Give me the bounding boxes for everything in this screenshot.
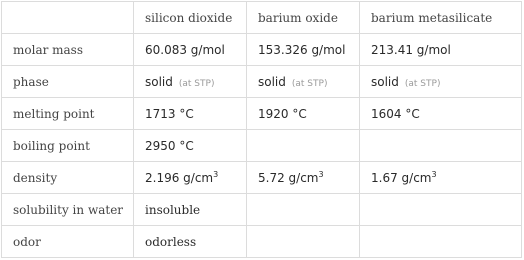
header-corner-cell	[2, 2, 134, 34]
cell-value: odorless	[145, 234, 197, 249]
row-boiling-point	[2, 130, 522, 162]
row-label: density	[2, 162, 134, 194]
row-label: solubility in water	[2, 194, 134, 226]
cell-value: 1604 °C	[371, 106, 420, 121]
table-cell	[247, 130, 360, 162]
table-cell	[247, 98, 360, 130]
row-label: molar mass	[2, 34, 134, 66]
row-melting-point	[2, 98, 522, 130]
table-cell	[247, 194, 360, 226]
header-barium-metasilicate: barium metasilicate	[360, 2, 522, 34]
cell-value: 213.41 g/mol	[371, 42, 451, 57]
row-label: boiling point	[2, 130, 134, 162]
header-row	[2, 2, 522, 34]
row-label: phase	[2, 66, 134, 98]
table-cell	[247, 66, 360, 98]
condition-note: (at STP)	[178, 78, 215, 89]
table-cell	[247, 162, 360, 194]
row-label: melting point	[2, 98, 134, 130]
cell-value: 153.326 g/mol	[258, 42, 346, 57]
condition-note: (at STP)	[404, 78, 441, 89]
cell-value: 1.67 g/cm	[371, 170, 432, 185]
unit-exponent: 3	[431, 169, 437, 179]
table-cell	[134, 34, 247, 66]
table-cell	[134, 194, 247, 226]
table-cell	[360, 194, 522, 226]
row-solubility-in-water	[2, 194, 522, 226]
cell-value: 1920 °C	[258, 106, 307, 121]
table-cell	[360, 162, 522, 194]
cell-value: solid	[371, 74, 399, 89]
cell-value: 2.196 g/cm	[145, 170, 214, 185]
table-cell	[134, 226, 247, 258]
cell-value: solid	[258, 74, 286, 89]
cell-value: 2950 °C	[145, 138, 194, 153]
row-label: odor	[2, 226, 134, 258]
header-barium-oxide: barium oxide	[247, 2, 360, 34]
cell-value: 1713 °C	[145, 106, 194, 121]
unit-exponent: 3	[213, 169, 219, 179]
condition-note: (at STP)	[291, 78, 328, 89]
header-silicon-dioxide: silicon dioxide	[134, 2, 247, 34]
row-molar-mass	[2, 34, 522, 66]
table-cell	[134, 66, 247, 98]
table-cell	[360, 226, 522, 258]
table-cell	[360, 34, 522, 66]
table-cell	[360, 66, 522, 98]
table-cell	[247, 34, 360, 66]
cell-value: 60.083 g/mol	[145, 42, 225, 57]
table-cell	[134, 130, 247, 162]
table-cell	[360, 130, 522, 162]
row-phase	[2, 66, 522, 98]
properties-table	[1, 1, 522, 258]
unit-exponent: 3	[318, 169, 324, 179]
cell-value: insoluble	[145, 202, 201, 217]
cell-value: solid	[145, 74, 173, 89]
row-density	[2, 162, 522, 194]
row-odor	[2, 226, 522, 258]
table-cell	[360, 98, 522, 130]
table-cell	[134, 98, 247, 130]
table-cell	[134, 162, 247, 194]
table-cell	[247, 226, 360, 258]
cell-value: 5.72 g/cm	[258, 170, 319, 185]
